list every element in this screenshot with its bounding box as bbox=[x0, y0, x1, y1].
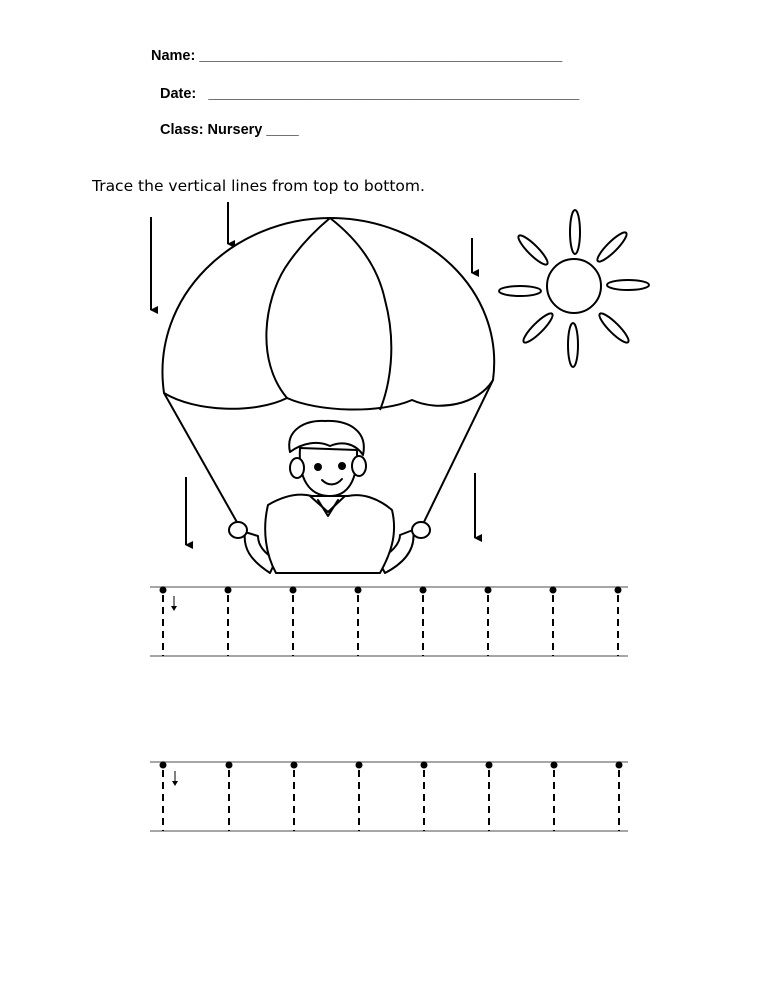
start-dot bbox=[355, 587, 362, 594]
child-figure bbox=[229, 421, 430, 573]
name-field-label: Name: _____________________________________________ bbox=[151, 48, 563, 64]
start-dot bbox=[226, 762, 233, 769]
start-dot bbox=[420, 587, 427, 594]
start-dot bbox=[421, 762, 428, 769]
tracing-row-2 bbox=[150, 762, 628, 832]
small-arrow-down-icon bbox=[171, 596, 177, 611]
start-dot bbox=[551, 762, 558, 769]
tracing-row-1 bbox=[150, 587, 628, 657]
start-dot bbox=[615, 587, 622, 594]
start-dot bbox=[291, 762, 298, 769]
start-dot bbox=[486, 762, 493, 769]
start-dot bbox=[616, 762, 623, 769]
sun-icon bbox=[499, 210, 649, 367]
start-dot bbox=[356, 762, 363, 769]
start-dot bbox=[485, 587, 492, 594]
date-field-label: Date: ______________________________________________ bbox=[160, 86, 580, 102]
start-dot bbox=[225, 587, 232, 594]
start-dot bbox=[160, 762, 167, 769]
instruction-text: Trace the vertical lines from top to bottom. bbox=[92, 177, 425, 195]
class-field-label: Class: Nursery ____ bbox=[160, 122, 299, 138]
start-dot bbox=[160, 587, 167, 594]
start-dot bbox=[290, 587, 297, 594]
small-arrow-down-icon bbox=[172, 771, 178, 786]
start-dot bbox=[550, 587, 557, 594]
